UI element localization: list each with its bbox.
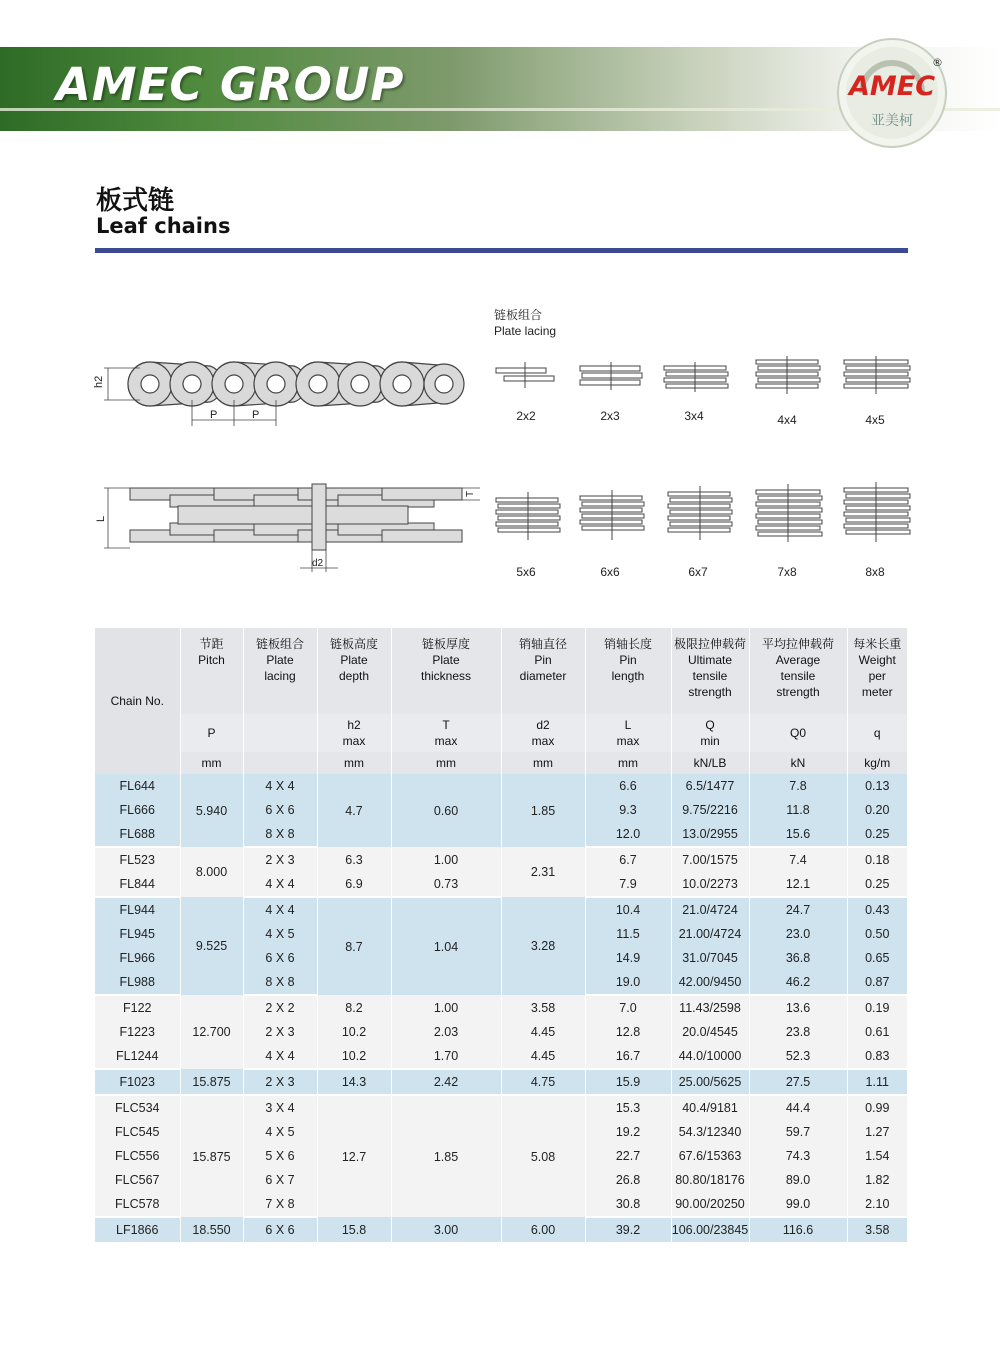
chain-no-cell: FLC578 bbox=[95, 1192, 180, 1217]
lacing-cell: 4 X 5 bbox=[243, 1120, 317, 1144]
dim-h2-label: h2 bbox=[93, 375, 105, 388]
h2-cell: 4.7 bbox=[317, 774, 391, 847]
h2-cell: 14.3 bbox=[317, 1069, 391, 1095]
h2-cell: 10.2 bbox=[317, 1044, 391, 1069]
lacing-cell: 7 X 8 bbox=[243, 1192, 317, 1217]
d2-cell: 4.45 bbox=[501, 1044, 585, 1069]
h2-cell: 12.7 bbox=[317, 1095, 391, 1217]
header-plate-thickness: 链板厚度 Plate thickness bbox=[391, 628, 501, 714]
ultimate-strength-cell: 11.43/2598 bbox=[671, 995, 749, 1020]
plate-lacing-en: Plate lacing bbox=[494, 324, 557, 338]
leaf-chain-spec-table bbox=[95, 628, 907, 1244]
lacing-cell: 6 X 6 bbox=[243, 946, 317, 970]
average-strength-cell: 99.0 bbox=[749, 1192, 847, 1217]
lacing-label-6x6: 6x6 bbox=[600, 565, 620, 579]
ultimate-strength-cell: 90.00/20250 bbox=[671, 1192, 749, 1217]
table-row bbox=[95, 897, 907, 922]
plate-lacing-cn: 链板组合 bbox=[494, 308, 543, 322]
pitch-cell: 15.875 bbox=[180, 1069, 243, 1095]
pin-length-cell: 11.5 bbox=[585, 922, 671, 946]
chain-side-view-drawing bbox=[90, 350, 480, 590]
title-rule bbox=[95, 248, 908, 253]
unit-Q0: kN bbox=[749, 752, 847, 774]
average-strength-cell: 36.8 bbox=[749, 946, 847, 970]
weight-cell: 0.25 bbox=[847, 872, 907, 897]
lacing-label-7x8: 7x8 bbox=[777, 565, 797, 579]
lacing-7x8 bbox=[756, 484, 822, 542]
pin-length-cell: 39.2 bbox=[585, 1217, 671, 1243]
header-average-strength: 平均拉伸载荷 Average tensile strength bbox=[749, 628, 847, 714]
h2-cell: 6.9 bbox=[317, 872, 391, 897]
lacing-cell: 4 X 4 bbox=[243, 872, 317, 897]
spec-table-body bbox=[95, 774, 907, 1243]
table-row bbox=[95, 1069, 907, 1095]
average-strength-cell: 89.0 bbox=[749, 1168, 847, 1192]
lacing-8x8 bbox=[844, 482, 910, 542]
chain-no-cell: FL523 bbox=[95, 847, 180, 872]
chain-no-cell: FL644 bbox=[95, 774, 180, 798]
table-row bbox=[95, 774, 907, 798]
h2-cell: 6.3 bbox=[317, 847, 391, 872]
chain-no-cell: FL944 bbox=[95, 897, 180, 922]
T-cell: 2.42 bbox=[391, 1069, 501, 1095]
unit-d2: mm bbox=[501, 752, 585, 774]
sym-Q0: Q0 bbox=[749, 714, 847, 752]
weight-cell: 0.99 bbox=[847, 1095, 907, 1120]
ultimate-strength-cell: 9.75/2216 bbox=[671, 798, 749, 822]
average-strength-cell: 46.2 bbox=[749, 970, 847, 995]
ultimate-strength-cell: 21.00/4724 bbox=[671, 922, 749, 946]
weight-cell: 0.20 bbox=[847, 798, 907, 822]
pitch-cell: 5.940 bbox=[180, 774, 243, 847]
weight-cell: 0.25 bbox=[847, 822, 907, 847]
lacing-cell: 4 X 4 bbox=[243, 1044, 317, 1069]
pin-length-cell: 15.3 bbox=[585, 1095, 671, 1120]
d2-cell: 6.00 bbox=[501, 1217, 585, 1243]
h2-cell: 8.2 bbox=[317, 995, 391, 1020]
ultimate-strength-cell: 54.3/12340 bbox=[671, 1120, 749, 1144]
pin-length-cell: 12.0 bbox=[585, 822, 671, 847]
average-strength-cell: 7.4 bbox=[749, 847, 847, 872]
lacing-cell: 6 X 6 bbox=[243, 798, 317, 822]
unit-T: mm bbox=[391, 752, 501, 774]
weight-cell: 1.27 bbox=[847, 1120, 907, 1144]
lacing-6x6 bbox=[580, 490, 644, 540]
ultimate-strength-cell: 67.6/15363 bbox=[671, 1144, 749, 1168]
pin-length-cell: 15.9 bbox=[585, 1069, 671, 1095]
table-row bbox=[95, 995, 907, 1020]
lacing-cell: 4 X 4 bbox=[243, 774, 317, 798]
logo-chinese: 亚美柯 bbox=[871, 113, 913, 129]
weight-cell: 0.65 bbox=[847, 946, 907, 970]
weight-cell: 0.61 bbox=[847, 1020, 907, 1044]
average-strength-cell: 44.4 bbox=[749, 1095, 847, 1120]
ultimate-strength-cell: 80.80/18176 bbox=[671, 1168, 749, 1192]
ultimate-strength-cell: 10.0/2273 bbox=[671, 872, 749, 897]
lacing-label-6x7: 6x7 bbox=[688, 565, 708, 579]
pin-length-cell: 30.8 bbox=[585, 1192, 671, 1217]
dim-p1-label: P bbox=[210, 409, 218, 421]
sym-lacing bbox=[243, 714, 317, 752]
header-pin-diameter: 销轴直径 Pin diameter bbox=[501, 628, 585, 714]
pin-length-cell: 6.7 bbox=[585, 847, 671, 872]
lacing-cell: 2 X 3 bbox=[243, 1020, 317, 1044]
lacing-label-2x2: 2x2 bbox=[516, 409, 536, 423]
dim-p2-label: P bbox=[252, 409, 260, 421]
chain-side-view bbox=[128, 362, 464, 406]
average-strength-cell: 23.0 bbox=[749, 922, 847, 946]
average-strength-cell: 27.5 bbox=[749, 1069, 847, 1095]
pin-length-cell: 19.2 bbox=[585, 1120, 671, 1144]
lacing-cell: 8 X 8 bbox=[243, 822, 317, 847]
ultimate-strength-cell: 13.0/2955 bbox=[671, 822, 749, 847]
lacing-3x4 bbox=[664, 362, 728, 392]
sym-L: L max bbox=[585, 714, 671, 752]
chain-no-header: Chain No. bbox=[95, 628, 180, 774]
header-row-units bbox=[95, 752, 907, 774]
plate-lacing-heading bbox=[494, 307, 556, 339]
average-strength-cell: 23.8 bbox=[749, 1020, 847, 1044]
pin-length-cell: 12.8 bbox=[585, 1020, 671, 1044]
chain-no-cell: FL688 bbox=[95, 822, 180, 847]
header-pin-length: 销轴长度 Pin length bbox=[585, 628, 671, 714]
average-strength-cell: 7.8 bbox=[749, 774, 847, 798]
pin-length-cell: 7.9 bbox=[585, 872, 671, 897]
chain-no-cell: LF1866 bbox=[95, 1217, 180, 1243]
header-row-names bbox=[95, 628, 907, 714]
header-weight: 每米长重 Weight per meter bbox=[847, 628, 907, 714]
lacing-label-5x6: 5x6 bbox=[516, 565, 536, 579]
average-strength-cell: 116.6 bbox=[749, 1217, 847, 1243]
chain-no-cell: FL844 bbox=[95, 872, 180, 897]
dim-T-label: T bbox=[465, 490, 476, 497]
unit-h2: mm bbox=[317, 752, 391, 774]
h2-cell: 15.8 bbox=[317, 1217, 391, 1243]
average-strength-cell: 15.6 bbox=[749, 822, 847, 847]
pin-length-cell: 16.7 bbox=[585, 1044, 671, 1069]
chain-top-view bbox=[130, 484, 462, 550]
sym-q: q bbox=[847, 714, 907, 752]
chain-no-cell: FL1244 bbox=[95, 1044, 180, 1069]
pitch-cell: 18.550 bbox=[180, 1217, 243, 1243]
lacing-cell: 2 X 3 bbox=[243, 1069, 317, 1095]
weight-cell: 2.10 bbox=[847, 1192, 907, 1217]
T-cell: 1.70 bbox=[391, 1044, 501, 1069]
pitch-cell: 12.700 bbox=[180, 995, 243, 1069]
chain-no-cell: F1023 bbox=[95, 1069, 180, 1095]
T-cell: 1.04 bbox=[391, 897, 501, 995]
amec-logo bbox=[828, 33, 956, 151]
d2-cell: 3.28 bbox=[501, 897, 585, 995]
weight-cell: 0.18 bbox=[847, 847, 907, 872]
weight-cell: 0.83 bbox=[847, 1044, 907, 1069]
weight-cell: 0.87 bbox=[847, 970, 907, 995]
lacing-label-2x3: 2x3 bbox=[600, 409, 620, 423]
chain-no-cell: FLC534 bbox=[95, 1095, 180, 1120]
h2-cell: 8.7 bbox=[317, 897, 391, 995]
logo-text: AMEC bbox=[848, 71, 936, 102]
table-row bbox=[95, 1095, 907, 1120]
sym-Q: Q min bbox=[671, 714, 749, 752]
ultimate-strength-cell: 40.4/9181 bbox=[671, 1095, 749, 1120]
lacing-cell: 8 X 8 bbox=[243, 970, 317, 995]
lacing-cell: 2 X 2 bbox=[243, 995, 317, 1020]
lacing-cell: 5 X 6 bbox=[243, 1144, 317, 1168]
weight-cell: 0.43 bbox=[847, 897, 907, 922]
T-cell: 1.00 bbox=[391, 847, 501, 872]
lacing-2x3 bbox=[580, 362, 642, 390]
unit-q: kg/m bbox=[847, 752, 907, 774]
page-title-cn: 板式链 bbox=[96, 186, 175, 216]
average-strength-cell: 59.7 bbox=[749, 1120, 847, 1144]
table-row bbox=[95, 1217, 907, 1243]
lacing-6x7 bbox=[668, 486, 732, 540]
chain-no-cell: FL966 bbox=[95, 946, 180, 970]
weight-cell: 1.54 bbox=[847, 1144, 907, 1168]
pitch-cell: 8.000 bbox=[180, 847, 243, 897]
weight-cell: 0.19 bbox=[847, 995, 907, 1020]
lacing-label-8x8: 8x8 bbox=[865, 565, 885, 579]
header-row-symbols bbox=[95, 714, 907, 752]
d2-cell: 1.85 bbox=[501, 774, 585, 847]
lacing-4x4 bbox=[756, 356, 820, 394]
ultimate-strength-cell: 106.00/23845 bbox=[671, 1217, 749, 1243]
brand-title: AMEC GROUP bbox=[56, 58, 405, 111]
lacing-5x6 bbox=[496, 492, 560, 540]
unit-pitch: mm bbox=[180, 752, 243, 774]
h2-cell: 10.2 bbox=[317, 1020, 391, 1044]
lacing-cell: 4 X 4 bbox=[243, 897, 317, 922]
average-strength-cell: 13.6 bbox=[749, 995, 847, 1020]
chain-no-cell: FLC545 bbox=[95, 1120, 180, 1144]
chain-no-cell: FL988 bbox=[95, 970, 180, 995]
pin-length-cell: 26.8 bbox=[585, 1168, 671, 1192]
ultimate-strength-cell: 21.0/4724 bbox=[671, 897, 749, 922]
ultimate-strength-cell: 44.0/10000 bbox=[671, 1044, 749, 1069]
average-strength-cell: 74.3 bbox=[749, 1144, 847, 1168]
pin-length-cell: 19.0 bbox=[585, 970, 671, 995]
sym-pitch: P bbox=[180, 714, 243, 752]
pitch-cell: 15.875 bbox=[180, 1095, 243, 1217]
ultimate-strength-cell: 31.0/7045 bbox=[671, 946, 749, 970]
d2-cell: 4.45 bbox=[501, 1020, 585, 1044]
d2-cell: 2.31 bbox=[501, 847, 585, 897]
dim-L-label: L bbox=[95, 515, 107, 522]
lacing-label-4x4: 4x4 bbox=[777, 413, 797, 427]
dim-d2-label: d2 bbox=[312, 558, 324, 569]
header-ultimate-strength: 极限拉伸载荷 Ultimate tensile strength bbox=[671, 628, 749, 714]
d2-cell: 3.58 bbox=[501, 995, 585, 1020]
ultimate-strength-cell: 6.5/1477 bbox=[671, 774, 749, 798]
ultimate-strength-cell: 25.00/5625 bbox=[671, 1069, 749, 1095]
pin-length-cell: 7.0 bbox=[585, 995, 671, 1020]
T-cell: 1.00 bbox=[391, 995, 501, 1020]
plate-lacing-drawings bbox=[490, 350, 920, 550]
chain-no-cell: FLC556 bbox=[95, 1144, 180, 1168]
lacing-cell: 6 X 7 bbox=[243, 1168, 317, 1192]
sym-d2: d2 max bbox=[501, 714, 585, 752]
lacing-2x2 bbox=[496, 362, 554, 388]
lacing-cell: 3 X 4 bbox=[243, 1095, 317, 1120]
ultimate-strength-cell: 42.00/9450 bbox=[671, 970, 749, 995]
weight-cell: 1.11 bbox=[847, 1069, 907, 1095]
pin-length-cell: 6.6 bbox=[585, 774, 671, 798]
T-cell: 0.60 bbox=[391, 774, 501, 847]
chain-no-cell: FL666 bbox=[95, 798, 180, 822]
lacing-label-3x4: 3x4 bbox=[684, 409, 704, 423]
weight-cell: 0.13 bbox=[847, 774, 907, 798]
page-title-en: Leaf chains bbox=[96, 214, 231, 238]
T-cell: 1.85 bbox=[391, 1095, 501, 1217]
header-plate-depth: 链板高度 Plate depth bbox=[317, 628, 391, 714]
unit-lacing bbox=[243, 752, 317, 774]
d2-cell: 4.75 bbox=[501, 1069, 585, 1095]
unit-Q: kN/LB bbox=[671, 752, 749, 774]
table-row bbox=[95, 847, 907, 872]
lacing-cell: 4 X 5 bbox=[243, 922, 317, 946]
pitch-cell: 9.525 bbox=[180, 897, 243, 995]
T-cell: 3.00 bbox=[391, 1217, 501, 1243]
average-strength-cell: 11.8 bbox=[749, 798, 847, 822]
weight-cell: 1.82 bbox=[847, 1168, 907, 1192]
header-pitch: 节距 Pitch bbox=[180, 628, 243, 714]
pin-length-cell: 14.9 bbox=[585, 946, 671, 970]
sym-h2: h2 max bbox=[317, 714, 391, 752]
T-cell: 0.73 bbox=[391, 872, 501, 897]
pin-length-cell: 9.3 bbox=[585, 798, 671, 822]
sym-T: T max bbox=[391, 714, 501, 752]
chain-no-cell: F1223 bbox=[95, 1020, 180, 1044]
lacing-cell: 6 X 6 bbox=[243, 1217, 317, 1243]
pin-length-cell: 22.7 bbox=[585, 1144, 671, 1168]
chain-no-cell: FLC567 bbox=[95, 1168, 180, 1192]
average-strength-cell: 12.1 bbox=[749, 872, 847, 897]
header-plate-lacing: 链板组合 Plate lacing bbox=[243, 628, 317, 714]
lacing-4x5 bbox=[844, 356, 910, 394]
chain-no-cell: FL945 bbox=[95, 922, 180, 946]
T-cell: 2.03 bbox=[391, 1020, 501, 1044]
average-strength-cell: 52.3 bbox=[749, 1044, 847, 1069]
ultimate-strength-cell: 20.0/4545 bbox=[671, 1020, 749, 1044]
lacing-cell: 2 X 3 bbox=[243, 847, 317, 872]
pin-length-cell: 10.4 bbox=[585, 897, 671, 922]
unit-L: mm bbox=[585, 752, 671, 774]
average-strength-cell: 24.7 bbox=[749, 897, 847, 922]
d2-cell: 5.08 bbox=[501, 1095, 585, 1217]
logo-registered: ® bbox=[932, 56, 943, 69]
weight-cell: 3.58 bbox=[847, 1217, 907, 1243]
lacing-label-4x5: 4x5 bbox=[865, 413, 885, 427]
weight-cell: 0.50 bbox=[847, 922, 907, 946]
ultimate-strength-cell: 7.00/1575 bbox=[671, 847, 749, 872]
chain-no-cell: F122 bbox=[95, 995, 180, 1020]
